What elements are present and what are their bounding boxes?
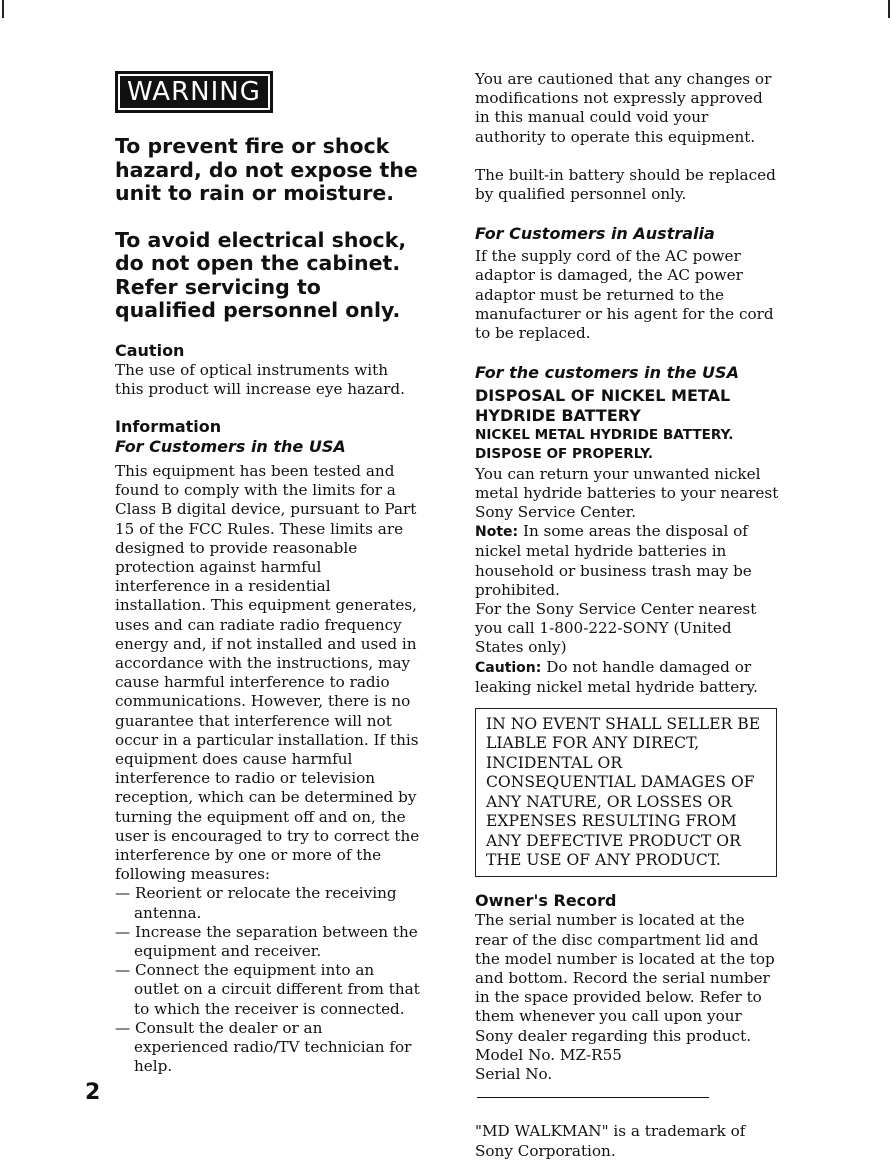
scan-edge-mark-right [888, 0, 890, 18]
liability-notice-box: IN NO EVENT SHALL SELLER BE LIABLE FOR ANY DIRECT, INCIDENTAL OR CONSEQUENTIAL DAMAGES OF ANY NATURE, OR LOSSES OR EXPENSES RESULTING FROM ANY DEFECTIVE PRODUCT OR THE USE OF ANY PRODUCT. [475, 708, 777, 877]
battery-caution-label: Caution: [475, 659, 542, 676]
disposal-text: You can return your unwanted nickel metal hydride batteries to your nearest Sony Service Center. [475, 464, 779, 522]
fire-hazard-heading: To prevent fire or shock hazard, do not expose the unit to rain or moisture. [115, 134, 418, 205]
page-number: 2 [85, 1080, 101, 1105]
info-usa-subheading: For Customers in the USA [115, 436, 346, 456]
caution-heading: Caution [115, 340, 185, 360]
list-item: — Reorient or relocate the receiving antenna. [115, 884, 397, 922]
note-text: In some areas the disposal of nickel metal hydride batteries in household or business trash may be prohibited. [475, 522, 752, 599]
note-label: Note: [475, 524, 519, 541]
interference-measures-list [115, 884, 420, 1076]
disposal-subheading: NICKEL METAL HYDRIDE BATTERY. DISPOSE OF PROPERLY. [475, 427, 734, 463]
list-item: — Consult the dealer or an experienced radio/TV technician for help. [115, 1018, 412, 1076]
battery-text: The built-in battery should be replaced by qualified personnel only. [475, 165, 776, 204]
list-item: — Connect the equipment into an outlet on a circuit different from that to which the receiver is connected. [115, 961, 420, 1018]
electrical-shock-heading: To avoid electrical shock, do not open the cabinet. Refer servicing to qualified personnel only. [115, 227, 407, 322]
warning-label: WARNING [115, 71, 273, 113]
service-center-text: For the Sony Service Center nearest you call 1-800-222-SONY (United States only) [475, 600, 757, 657]
serial-number-label: Serial No. [475, 1064, 553, 1083]
fcc-statement: This equipment has been tested and found to comply with the limits for a Class B digital device, pursuant to Part 15 of the FCC Rules. These limits are designed to provide reasonable protection against harmful interference in a residential installation. This equipment generates, uses and can radiate radio frequency energy and, if not installed and used in accordance with the instructions, may cause harmful interference to radio communications. However, there is no guarantee that interference will not occur in a particular installation. If this equipment does cause harmful interference to radio or television reception, which can be determined by turning the equipment off and on, the user is encouraged to try to correct the interference by one or more of the following measures: [115, 461, 420, 884]
information-heading: Information [115, 416, 222, 436]
note-paragraph [475, 522, 780, 600]
serial-number-blank-line [477, 1084, 709, 1098]
model-number: Model No. MZ-R55 [475, 1045, 622, 1064]
trademark-text: "MD WALKMAN" is a trademark of Sony Corporation. [475, 1122, 746, 1160]
battery-caution-paragraph [475, 658, 780, 697]
scan-edge-mark-left [2, 0, 4, 18]
modifications-text: You are cautioned that any changes or modifications not expressly approved in this manual could void your authority to operate this equipment. [475, 70, 772, 146]
australia-text: If the supply cord of the AC power adaptor is damaged, the AC power adaptor must be returned to the manufacturer or his agent for the cord to be replaced. [475, 247, 774, 343]
serial-number-row [475, 1065, 780, 1103]
left-column [115, 70, 420, 1076]
owners-record-heading: Owner's Record [475, 891, 617, 911]
list-item: — Increase the separation between the equipment and receiver. [115, 922, 418, 960]
battery-caution-text: Do not handle damaged or leaking nickel metal hydride battery. [475, 657, 758, 696]
australia-heading: For Customers in Australia [475, 224, 715, 244]
owners-record-text: The serial number is located at the rear of the disc compartment lid and the model number is located at the top and bottom. Record the serial number in the space provided below. Refer to them whenever you call upon your Sony dealer regarding this product. [475, 911, 775, 1045]
usa-customers-heading: For the customers in the USA [475, 363, 739, 383]
right-column [475, 70, 780, 1161]
disposal-heading: DISPOSAL OF NICKEL METAL HYDRIDE BATTERY [475, 386, 731, 426]
caution-text: The use of optical instruments with this product will increase eye hazard. [115, 360, 405, 398]
